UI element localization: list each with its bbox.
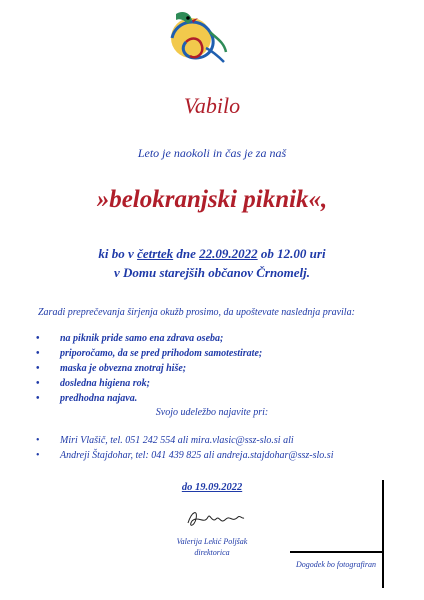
corner-horizontal-line [290, 551, 384, 553]
handwritten-signature [184, 507, 248, 529]
intro-text: Leto je naokoli in čas je za naš [137, 146, 287, 160]
event-date: 22.09.2022 [199, 246, 258, 261]
event-time: ob 12.00 uri [260, 246, 326, 261]
bullet-icon: • [36, 393, 40, 404]
date-prefix: ki bo v [98, 246, 134, 261]
signatory-name: Valerija Lekić Poljšak [176, 537, 248, 546]
contacts-list [36, 433, 333, 463]
registration-text: Svojo udeležbo najavite pri: [155, 407, 269, 418]
bullet-icon: • [36, 450, 40, 461]
list-item: • maska je obvezna znotraj hiše; [36, 363, 187, 374]
list-item: • Andreji Štajdohar, tel: 041 439 825 ali andreja.stajdohar@ssz-slo.si [36, 450, 334, 461]
corner-vertical-line [382, 480, 384, 588]
bullet-icon: • [36, 333, 40, 344]
bullet-icon: • [36, 348, 40, 359]
photo-notice: Dogodek bo fotografiran [296, 560, 376, 569]
list-item: • dosledna higiena rok; [36, 378, 151, 389]
event-place: v Domu starejših občanov Črnomelj. [113, 265, 311, 280]
rules-intro: Zaradi preprečevanja širjenja okužb prosimo, da upoštevate naslednja pravila: [38, 307, 355, 318]
event-name: »belokranjski piknik«, [96, 186, 328, 213]
bullet-icon: • [36, 435, 40, 446]
registration-deadline: do 19.09.2022 [181, 482, 243, 493]
page-title: Vabilo [183, 93, 241, 118]
bullet-icon: • [36, 363, 40, 374]
bullet-icon: • [36, 378, 40, 389]
list-item: • na piknik pride samo ena zdrava oseba; [36, 333, 224, 344]
list-item: • predhodna najava. [36, 393, 138, 404]
rules-list [36, 331, 262, 406]
event-day: četrtek [137, 246, 174, 261]
signatory-role: direktorica [194, 548, 230, 557]
bird-logo-icon [166, 8, 228, 64]
list-item: • priporočamo, da se pred prihodom samotestirate; [36, 348, 263, 359]
event-date-line [0, 246, 424, 262]
list-item: • Miri Vlašič, tel. 051 242 554 ali mira.vlasic@ssz-slo.si ali [36, 435, 294, 446]
date-mid: dne [176, 246, 196, 261]
